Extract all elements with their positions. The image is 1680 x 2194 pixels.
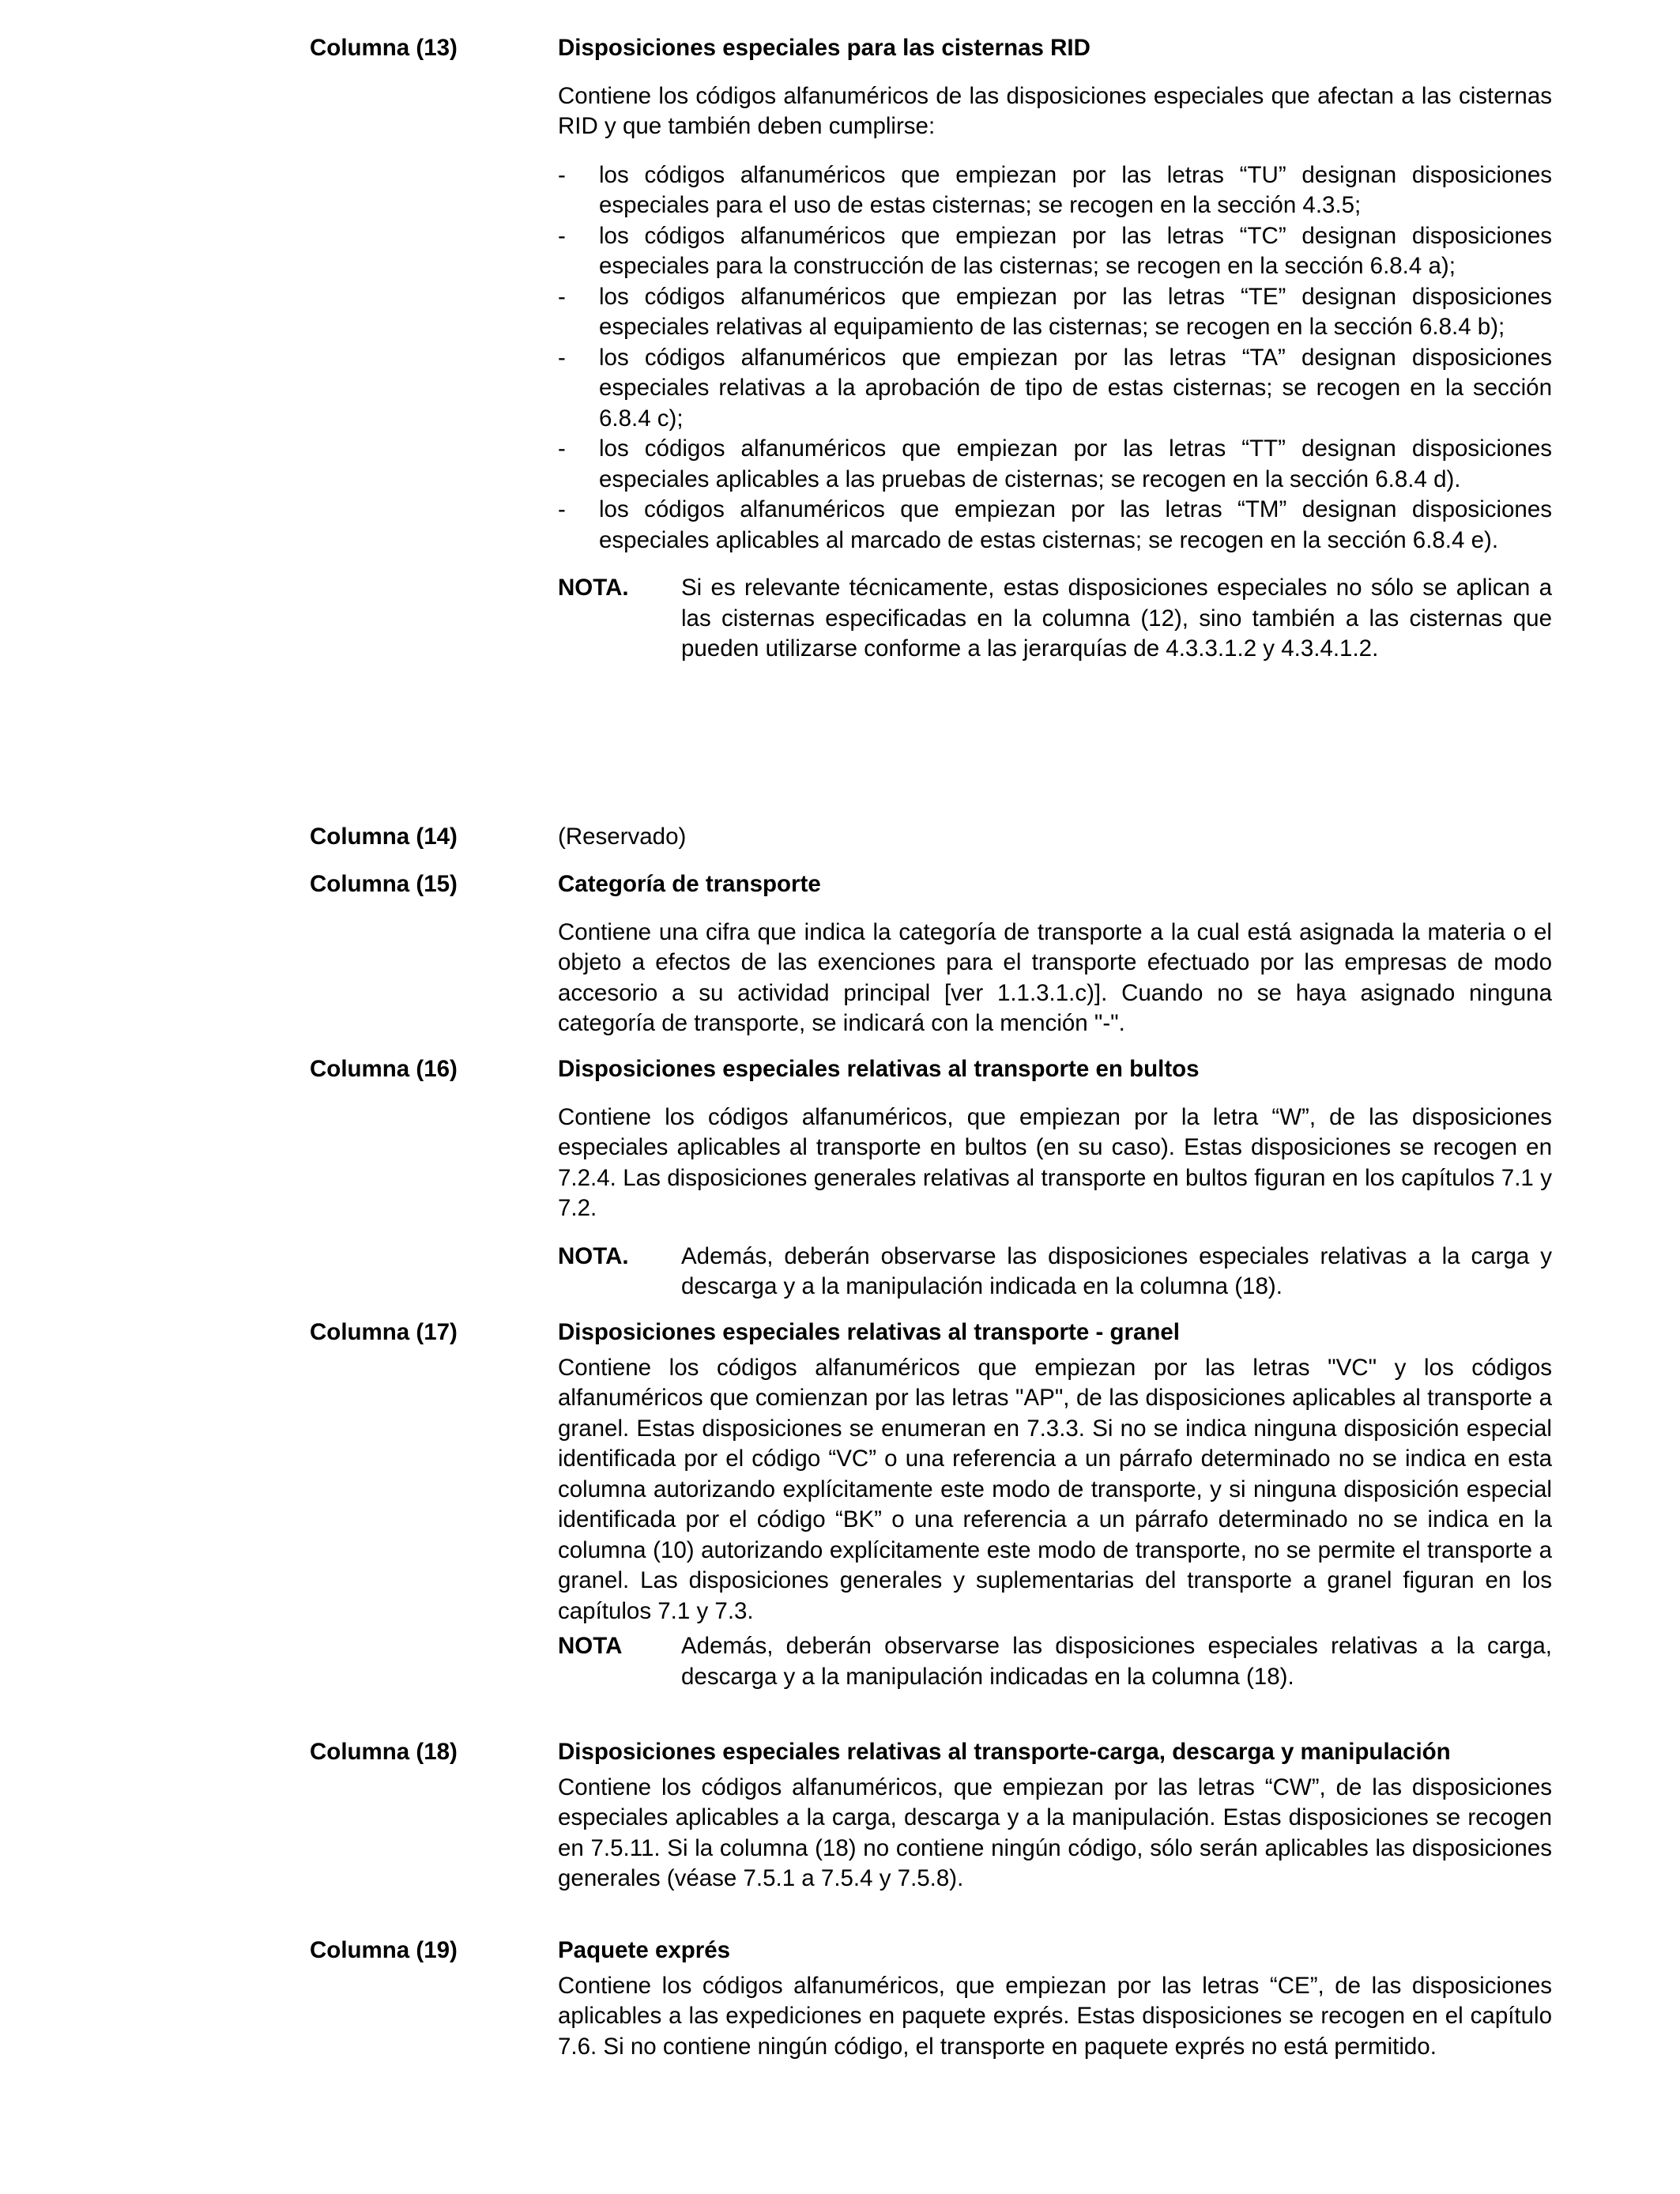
section-label-19: Columna (19) bbox=[310, 1937, 458, 1963]
section-16-title: Disposiciones especiales relativas al transporte en bultos bbox=[558, 1056, 1200, 1082]
section-18 bbox=[558, 1737, 1552, 1894]
section-16-body: Contiene los códigos alfanuméricos, que empiezan por la letra “W”, de las disposiciones especiales aplicables al transporte en bultos (en su caso). Estas disposiciones se recogen en 7.2.4. Las disposiciones generales relativas al transporte en bultos figuran en los capítulos 7.1 y 7.2. bbox=[558, 1103, 1552, 1221]
nota-text: Si es relevante técnicamente, estas disposiciones especiales no sólo se aplican a las cisternas especificadas en la columna (12), sino también a las cisternas que pueden utilizarse conforme a las jerarquías de 4.3.3.1.2 y 4.3.4.1.2. bbox=[681, 575, 1552, 662]
dash-bullet: - bbox=[558, 283, 566, 310]
nota-text: Además, deberán observarse las disposiciones especiales relativas a la carga y descarga y a la manipulación indicada en la columna (18). bbox=[681, 1242, 1552, 1299]
section-label-17: Columna (17) bbox=[310, 1319, 458, 1345]
section-19 bbox=[558, 1936, 1552, 2062]
list-item: - los códigos alfanuméricos que empiezan por las letras “TC” designan disposiciones especiales para la construcción de las cisternas; se recogen en la sección 6.8.4 a); bbox=[558, 222, 1552, 279]
list-item: - los códigos alfanuméricos que empiezan por las letras “TA” designan disposiciones especiales relativas a la aprobación de tipo de estas cisternas; se recogen en la sección 6.8.4 c); bbox=[558, 344, 1552, 432]
nota-text: Además, deberán observarse las disposiciones especiales relativas a la carga, descarga y a la manipulación indicadas en la columna (18). bbox=[681, 1633, 1552, 1690]
section-15-title: Categoría de transporte bbox=[558, 871, 821, 897]
section-13-nota bbox=[558, 573, 1552, 665]
section-19-title: Paquete exprés bbox=[558, 1937, 731, 1963]
list-item: - los códigos alfanuméricos que empiezan por las letras “TT” designan disposiciones especiales aplicables a las pruebas de cisternas; se recogen en la sección 6.8.4 d). bbox=[558, 435, 1552, 492]
dash-bullet: - bbox=[558, 161, 566, 188]
section-13-title: Disposiciones especiales para las cisternas RID bbox=[558, 35, 1090, 61]
section-16-nota bbox=[558, 1242, 1552, 1302]
list-item: - los códigos alfanuméricos que empiezan por las letras “TE” designan disposiciones especiales relativas al equipamiento de las cisternas; se recogen en la sección 6.8.4 b); bbox=[558, 283, 1552, 340]
section-18-body: Contiene los códigos alfanuméricos, que empiezan por las letras “CW”, de las disposiciones especiales aplicables a la carga, descarga y a la manipulación. Estas disposiciones se recogen en 7.5.11. Si la columna (18) no contiene ningún código, sólo serán aplicables las disposiciones generales (véase 7.5.1 a 7.5.4 y 7.5.8). bbox=[558, 1774, 1552, 1891]
section-13-intro: Contiene los códigos alfanuméricos de las disposiciones especiales que afectan a las cisternas RID y que también deben cumplirse: bbox=[558, 82, 1552, 139]
section-14-text: (Reservado) bbox=[558, 824, 687, 850]
section-19-body: Contiene los códigos alfanuméricos, que empiezan por las letras “CE”, de las disposiciones aplicables a las expediciones en paquete exprés. Estas disposiciones se recogen en el capítulo 7.6. Si no contiene ningún código, el transporte en paquete exprés no está permitido. bbox=[558, 1972, 1552, 2060]
section-17 bbox=[558, 1318, 1552, 1692]
dash-bullet: - bbox=[558, 222, 566, 249]
section-17-title: Disposiciones especiales relativas al transporte - granel bbox=[558, 1319, 1181, 1345]
list-item: - los códigos alfanuméricos que empiezan por las letras “TU” designan disposiciones especiales para el uso de estas cisternas; se recogen en la sección 4.3.5; bbox=[558, 161, 1552, 218]
section-13-list bbox=[558, 160, 1552, 556]
section-15 bbox=[558, 869, 1552, 1039]
section-label-13: Columna (13) bbox=[310, 35, 458, 61]
dash-bullet: - bbox=[558, 496, 566, 522]
section-label-18: Columna (18) bbox=[310, 1739, 458, 1765]
nota-label: NOTA. bbox=[558, 575, 629, 601]
section-15-body: Contiene una cifra que indica la categoría de transporte a la cual está asignada la materia o el objeto a efectos de las exenciones para el transporte efectuado por las empresas de modo accesorio a su actividad principal [ver 1.1.3.1.c)]. Cuando no se haya asignado ninguna categoría de transporte, se indicará con la mención "-". bbox=[558, 918, 1552, 1036]
section-14 bbox=[558, 822, 1552, 853]
section-label-15: Columna (15) bbox=[310, 871, 458, 897]
list-item: - los códigos alfanuméricos que empiezan por las letras “TM” designan disposiciones especiales aplicables al marcado de estas cisternas; se recogen en la sección 6.8.4 e). bbox=[558, 496, 1552, 553]
dash-bullet: - bbox=[558, 344, 566, 371]
nota-label: NOTA. bbox=[558, 1242, 629, 1269]
section-label-16: Columna (16) bbox=[310, 1056, 458, 1082]
section-label-14: Columna (14) bbox=[310, 824, 458, 850]
dash-bullet: - bbox=[558, 435, 566, 462]
section-13 bbox=[558, 33, 1552, 665]
section-17-nota bbox=[558, 1631, 1552, 1692]
section-17-body: Contiene los códigos alfanuméricos que empiezan por las letras "VC" y los códigos alfanuméricos que comienzan por las letras "AP", de las disposiciones aplicables al transporte a granel. Estas disposiciones se enumeran en 7.3.3. Si no se indica ninguna disposición especial identificada por el código “VC” o una referencia a un párrafo determinado no se indica en esta columna autorizando explícitamente este modo de transporte, y si ninguna disposición especial identificada por el código “BK” o una referencia a un párrafo determinado no se indica en la columna (10) autorizando explícitamente este modo de transporte, no se permite el transporte a granel. Las disposiciones generales y suplementarias del transporte a granel figuran en los capítulos 7.1 y 7.3. bbox=[558, 1354, 1552, 1624]
nota-label: NOTA bbox=[558, 1633, 623, 1659]
section-16 bbox=[558, 1054, 1552, 1302]
section-18-title: Disposiciones especiales relativas al transporte-carga, descarga y manipulación bbox=[558, 1739, 1451, 1765]
